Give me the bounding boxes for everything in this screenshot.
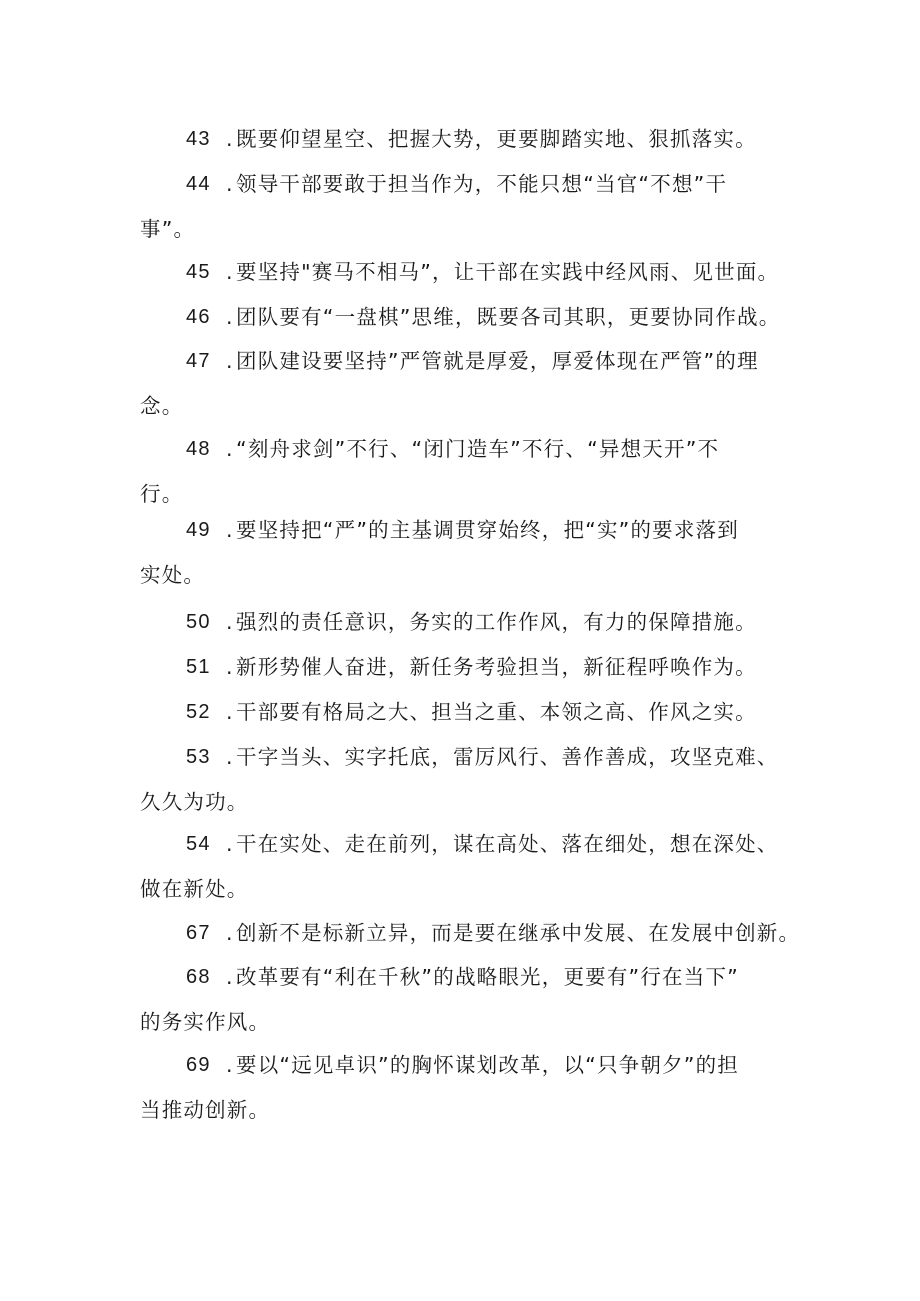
item-dot: .: [226, 349, 234, 373]
item-dot: .: [226, 965, 234, 989]
item-number: 53: [186, 746, 211, 768]
item-number: 49: [186, 519, 211, 541]
item-text-continued: 事”。: [140, 217, 196, 241]
item-text: 团队要有“一盘棋”思维，既要各司其职，更要协同作战。: [236, 305, 781, 329]
item-number: 43: [186, 128, 211, 150]
item-dot: .: [226, 832, 234, 856]
item-number: 67: [186, 922, 211, 944]
item-dot: .: [226, 127, 234, 151]
item-text: 要以“远见卓识”的胸怀谋划改革，以“只争朝夕”的担: [236, 1053, 739, 1077]
item-text-continued: 做在新处。: [140, 877, 249, 901]
item-dot: .: [226, 305, 234, 329]
item-text: 要坚持把“严”的主基调贯穿始终，把“实”的要求落到: [236, 518, 739, 542]
item-text: 强烈的责任意识，务实的工作作风，有力的保障措施。: [236, 610, 757, 634]
item-text: 团队建设要坚持”严管就是厚爱，厚爱体现在严管”的理: [236, 349, 759, 373]
item-number: 68: [186, 966, 211, 988]
item-number: 54: [186, 833, 211, 855]
item-dot: .: [226, 1053, 234, 1077]
item-number: 51: [186, 656, 211, 678]
item-text-continued: 久久为功。: [140, 790, 249, 814]
item-text: “刻舟求剑”不行、“闭门造车”不行、“异想天开”不: [236, 437, 720, 461]
item-dot: .: [226, 921, 234, 945]
item-text: 既要仰望星空、把握大势，更要脚踏实地、狠抓落实。: [236, 127, 757, 151]
item-number: 50: [186, 611, 211, 633]
item-dot: .: [226, 610, 234, 634]
item-dot: .: [226, 437, 234, 461]
item-number: 48: [186, 438, 211, 460]
item-dot: .: [226, 260, 234, 284]
item-dot: .: [226, 745, 234, 769]
item-text: 干部要有格局之大、担当之重、本领之高、作风之实。: [236, 700, 757, 724]
item-number: 46: [186, 306, 211, 328]
item-text-continued: 实处。: [140, 563, 206, 587]
item-number: 45: [186, 261, 211, 283]
item-dot: .: [226, 700, 234, 724]
item-text: 要坚持"赛马不相马”，让干部在实践中经风雨、见世面。: [236, 260, 780, 284]
item-text-continued: 行。: [140, 482, 184, 506]
item-text: 领导干部要敢于担当作为，不能只想“当官“不想”干: [236, 172, 728, 196]
item-text: 创新不是标新立异，而是要在继承中发展、在发展中创新。: [236, 921, 801, 945]
item-dot: .: [226, 172, 234, 196]
item-text: 改革要有“利在千秋”的战略眼光，更要有”行在当下”: [236, 965, 739, 989]
item-dot: .: [226, 655, 234, 679]
item-text-continued: 念。: [140, 394, 184, 418]
item-text: 干在实处、走在前列，谋在高处、落在细处，想在深处、: [236, 832, 779, 856]
item-text-continued: 的务实作风。: [140, 1010, 271, 1034]
item-text-continued: 当推动创新。: [140, 1098, 271, 1122]
item-text: 新形势催人奋进，新任务考验担当，新征程呼唤作为。: [236, 655, 757, 679]
item-text: 干字当头、实字托底，雷厉风行、善作善成，攻坚克难、: [236, 745, 779, 769]
item-number: 52: [186, 701, 211, 723]
item-number: 69: [186, 1054, 211, 1076]
item-dot: .: [226, 518, 234, 542]
item-number: 47: [186, 350, 211, 372]
item-number: 44: [186, 173, 211, 195]
